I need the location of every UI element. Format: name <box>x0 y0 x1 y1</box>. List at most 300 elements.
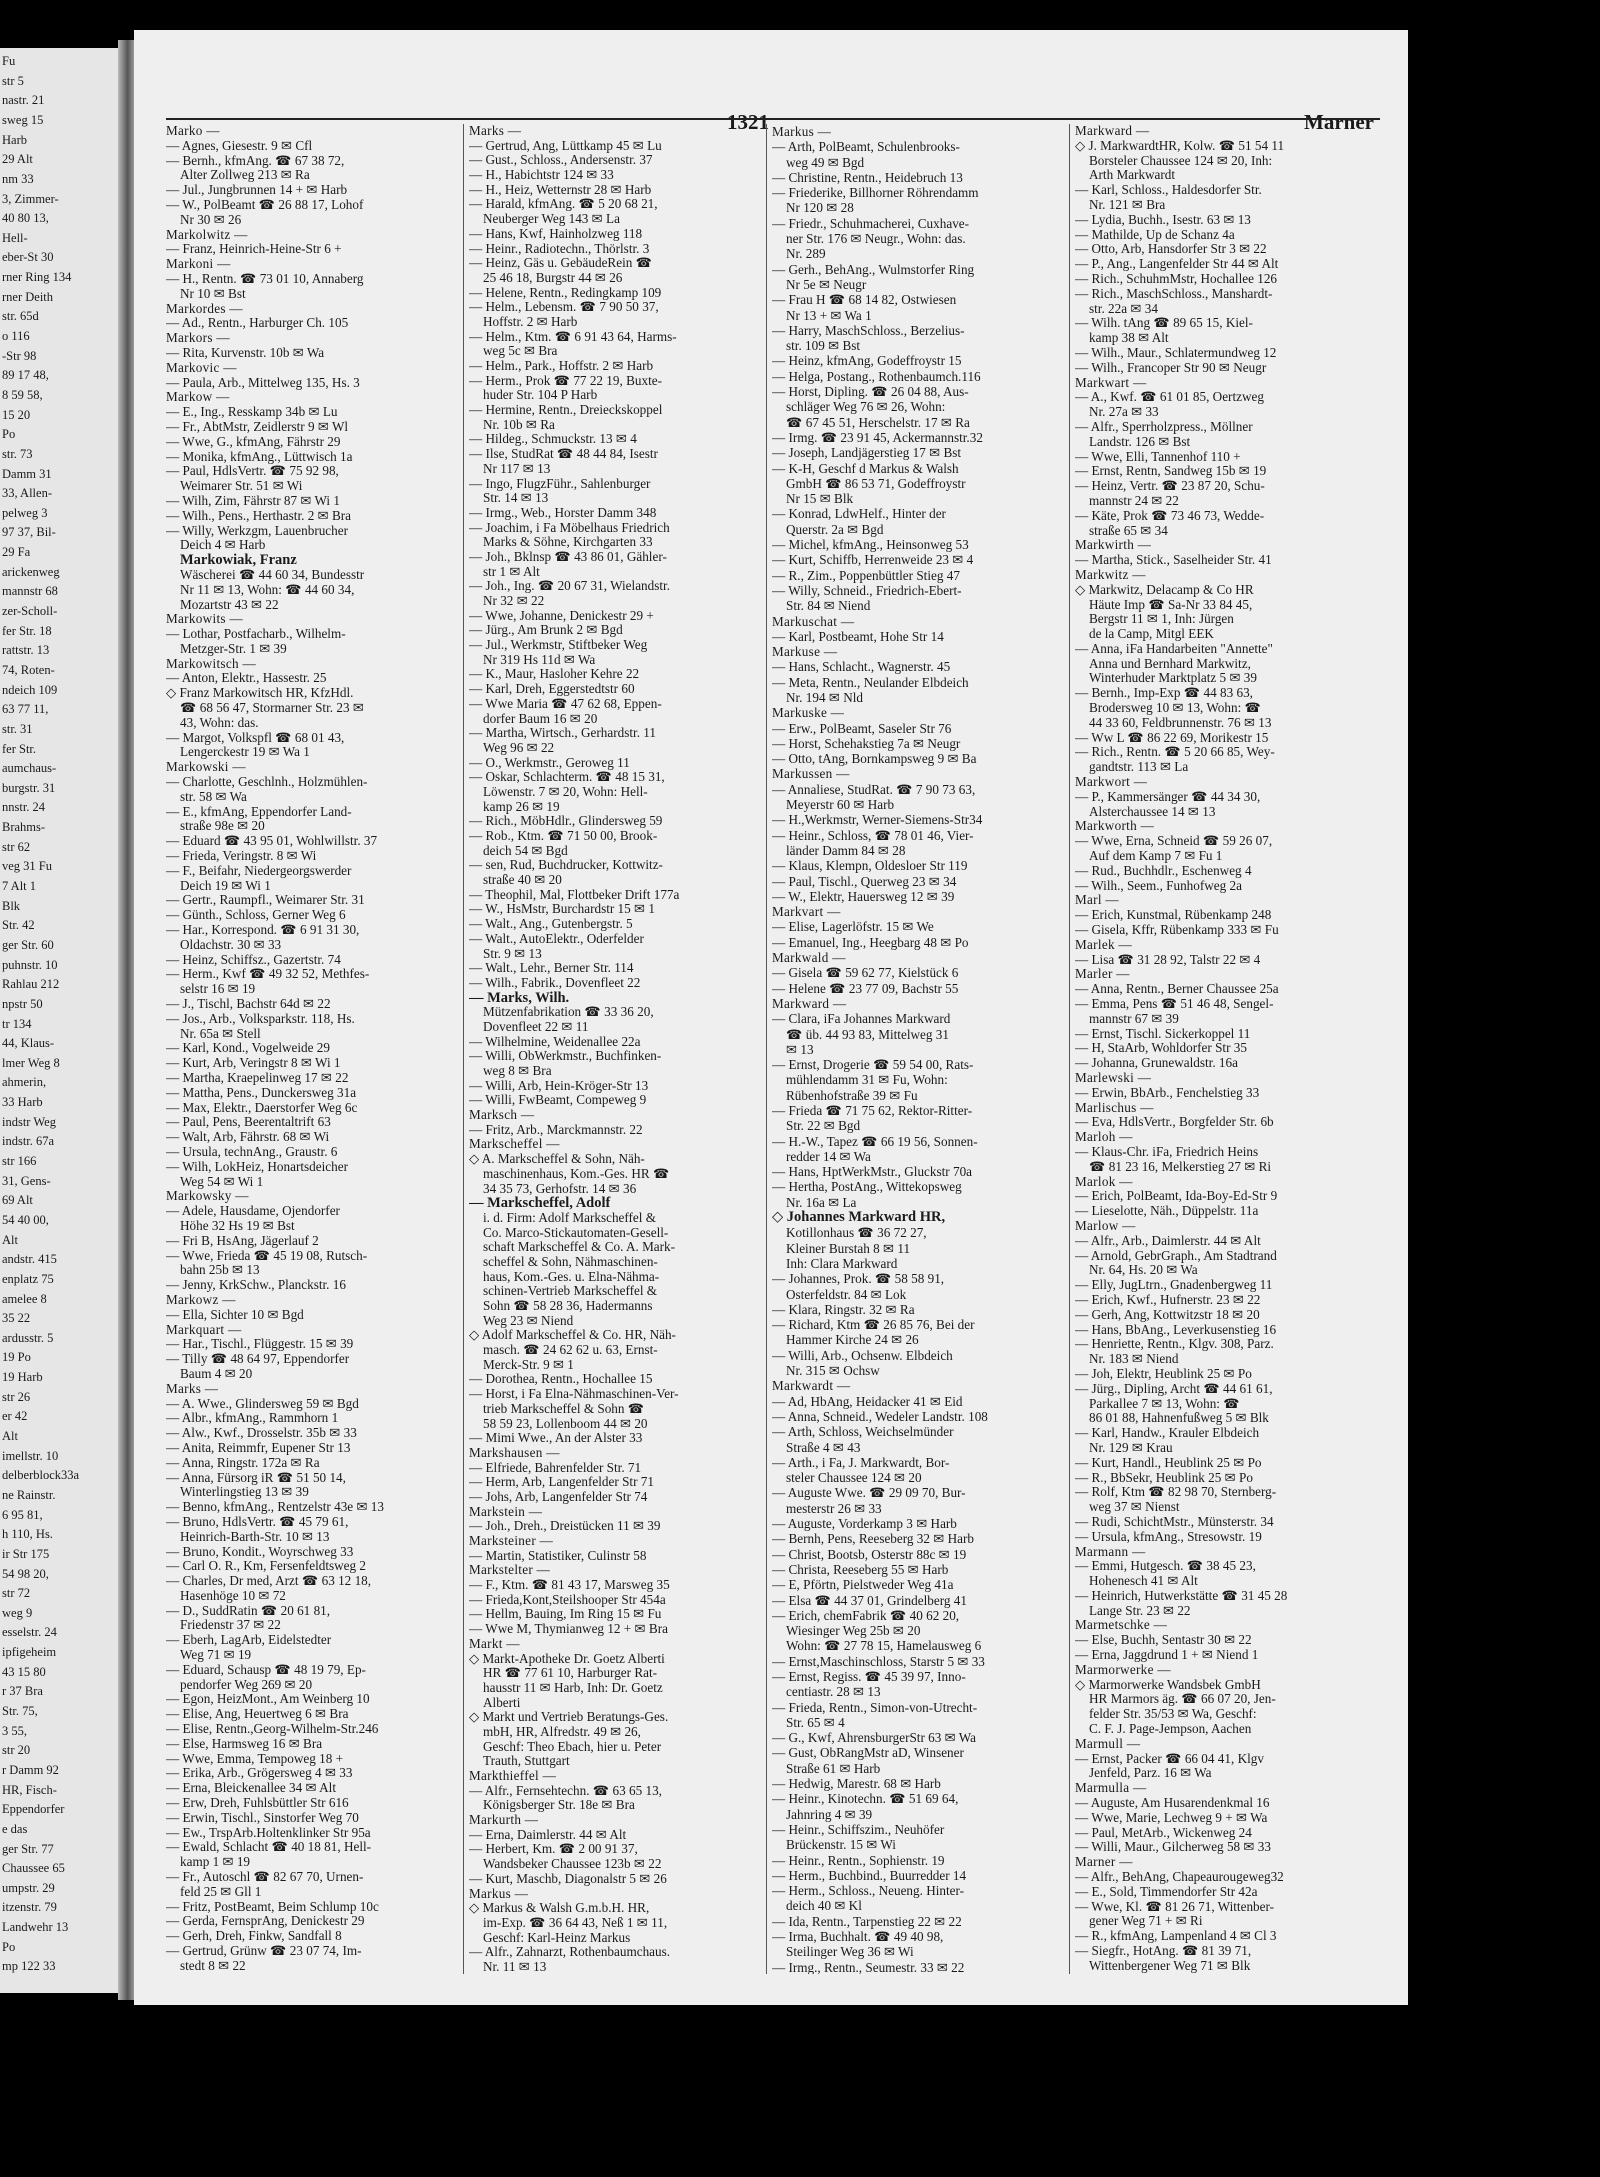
entry-continuation: Mozartstr 43 ✉ 22 <box>180 597 279 612</box>
entry-continuation: Brückenstr. 15 ✉ Wi <box>786 1837 896 1853</box>
entry-continuation: Nr. 194 ✉ Nld <box>786 689 863 705</box>
facing-page-fragment <box>0 48 118 1993</box>
entry-continuation: Nr 5e ✉ Neugr <box>786 276 867 292</box>
directory-entry: — Richard, Ktm ☎ 26 85 76, Bei der <box>772 1317 975 1333</box>
directory-entry: — Margot, Volkspfl ☎ 68 01 43, <box>166 730 345 745</box>
directory-entry: — Martha, Wirtsch., Gerhardstr. 11 <box>469 726 656 741</box>
facing-page-text: str. 73 <box>2 446 33 461</box>
surname-heading: Marlek — <box>1075 937 1132 952</box>
entry-continuation: Bergstr 11 ✉ 1, Inh: Jürgen <box>1089 612 1234 627</box>
directory-entry: — Gertr., Raumpfl., Weimarer Str. 31 <box>166 893 365 908</box>
directory-entry: — Erna, Daimlerstr. 44 ✉ Alt <box>469 1827 627 1842</box>
directory-entry: — W., HsMstr, Burchardstr 15 ✉ 1 <box>469 902 655 917</box>
directory-entry: — Kurt, Schiffb, Herrenweide 23 ✉ 4 <box>772 552 974 568</box>
directory-entry: — Helm., Ktm. ☎ 6 91 43 64, Harms- <box>469 329 677 344</box>
entry-continuation: Baum 4 ✉ 20 <box>180 1366 253 1381</box>
entry-continuation: Straße 61 ✉ Harb <box>786 1760 881 1776</box>
facing-page-text: 3 55, <box>2 1723 27 1738</box>
highlighted-entry: — Marks, Wilh. <box>469 990 570 1006</box>
directory-entry: — Bernh, Pens, Reeseberg 32 ✉ Harb <box>772 1531 974 1547</box>
facing-page-text: enplatz 75 <box>2 1271 54 1286</box>
entry-continuation: 25 46 18, Burgstr 44 ✉ 26 <box>483 270 623 285</box>
directory-entry: — Herm., Buchbind., Buurredder 14 <box>772 1867 967 1883</box>
facing-page-text: ardusstr. 5 <box>2 1330 54 1345</box>
directory-entry: — Mimi Wwe., An der Alster 33 <box>469 1431 643 1446</box>
surname-heading: Marloh — <box>1075 1130 1133 1145</box>
surname-heading: Marl — <box>1075 893 1119 908</box>
surname-heading: Markordes — <box>166 301 243 316</box>
directory-entry: — Wwe, Marie, Lechweg 9 + ✉ Wa <box>1075 1810 1268 1825</box>
directory-entry: — Anna, Rentn., Berner Chaussee 25a <box>1075 982 1279 997</box>
directory-entry: — Hellm, Bauing, Im Ring 15 ✉ Fu <box>469 1607 662 1622</box>
directory-entry: — Harald, kfmAng. ☎ 5 20 68 21, <box>469 197 658 212</box>
directory-entry: — A., Kwf. ☎ 61 01 85, Oertzweg <box>1075 390 1264 405</box>
directory-entry: — Otto, Arb, Hansdorfer Str 3 ✉ 22 <box>1075 242 1267 257</box>
directory-entry: — Ad., Rentn., Harburger Ch. 105 <box>166 316 349 331</box>
directory-entry: — Clara, iFa Johannes Markward <box>772 1011 951 1027</box>
entry-continuation: Weg 54 ✉ Wi 1 <box>180 1174 264 1189</box>
facing-page-text: Landwehr 13 <box>2 1920 69 1935</box>
directory-entry: — Walt, Arb, Fährstr. 68 ✉ Wi <box>166 1130 330 1145</box>
facing-page-text: o 116 <box>2 329 30 343</box>
directory-entry: — Walt., Ang., Gutenbergstr. 5 <box>469 917 633 932</box>
directory-entry: — Heinz, Vertr. ☎ 23 87 20, Schu- <box>1075 479 1265 494</box>
entry-continuation: redder 14 ✉ Wa <box>786 1148 871 1164</box>
directory-entry: — Ingo, FlugzFühr., Sahlenburger <box>469 476 651 491</box>
entry-continuation: selstr 16 ✉ 19 <box>180 982 256 997</box>
directory-entry: — Ernst, Regiss. ☎ 45 39 97, Inno- <box>772 1668 966 1684</box>
directory-entry: — Emma, Pens ☎ 51 46 48, Sengel- <box>1075 997 1274 1012</box>
directory-entry: — Elly, JugLtrn., Gnadenbergweg 11 <box>1075 1278 1273 1293</box>
facing-page-text: fer Str. <box>2 741 37 756</box>
directory-entry: — Har., Tischl., Flüggestr. 15 ✉ 39 <box>166 1337 354 1352</box>
entry-continuation: gener Weg 71 + ✉ Ri <box>1089 1914 1203 1929</box>
directory-entry: — Willi, ObWerkmstr., Buchfinken- <box>469 1049 662 1064</box>
directory-entry: — Erna, Bleickenallee 34 ✉ Alt <box>166 1781 336 1796</box>
directory-entry: — P., Kammersänger ☎ 44 34 30, <box>1075 789 1261 804</box>
directory-entry: — Franz, Heinrich-Heine-Str 6 + <box>166 242 342 257</box>
directory-entry: — Wwe, Erna, Schneid ☎ 59 26 07, <box>1075 834 1273 849</box>
surname-heading: Markolwitz — <box>166 227 248 242</box>
directory-entry: — Erika, Arb., Grögersweg 4 ✉ 33 <box>166 1766 353 1781</box>
directory-entry: — Ww L ☎ 86 22 69, Morikestr 15 <box>1075 730 1269 745</box>
entry-continuation: Weimarer Str. 51 ✉ Wi <box>180 479 303 494</box>
directory-entry: — Wwe, Kl. ☎ 81 26 71, Wittenber- <box>1075 1899 1275 1914</box>
directory-entry: — D., SuddRatin ☎ 20 61 81, <box>166 1603 331 1618</box>
entry-continuation: stedt 8 ✉ 22 <box>180 1958 246 1973</box>
directory-entry: — Horst, Schehakstieg 7a ✉ Neugr <box>772 735 961 751</box>
entry-continuation: Nr 319 Hs 11d ✉ Wa <box>483 652 596 667</box>
directory-entry: — Ernst, Drogerie ☎ 59 54 00, Rats- <box>772 1057 974 1073</box>
entry-continuation: mannstr 67 ✉ 39 <box>1089 1011 1179 1026</box>
column-1 <box>166 124 458 1974</box>
highlighted-entry: Markowiak, Franz <box>180 553 297 568</box>
entry-continuation: steler Chaussee 124 ✉ 20 <box>786 1470 922 1486</box>
entry-continuation: maschinenhaus, Kom.-Ges. HR ☎ <box>483 1166 670 1181</box>
directory-entry: — Fr., AbtMstr, Zeidlerstr 9 ✉ Wl <box>166 419 349 434</box>
directory-entry: — Martha, Stick., Saselheider Str. 41 <box>1075 553 1272 568</box>
directory-entry: — Elfriede, Bahrenfelder Str. 71 <box>469 1460 642 1475</box>
facing-page-text: ger Str. 60 <box>2 937 54 952</box>
directory-entry: — Jürg., Dipling, Archt ☎ 44 61 61, <box>1075 1381 1273 1396</box>
directory-entry: — Alfr., Fernsehtechn. ☎ 63 65 13, <box>469 1783 662 1798</box>
facing-page-text: Rahlau 212 <box>2 977 60 992</box>
facing-page-text: itzenstr. 79 <box>2 1900 57 1915</box>
directory-entry: — Paula, Arb., Mittelweg 135, Hs. 3 <box>166 375 360 390</box>
entry-continuation: Oldachstr. 30 ✉ 33 <box>180 937 282 952</box>
running-head: Marner <box>1304 110 1374 134</box>
surname-heading: Marmulla — <box>1075 1781 1147 1796</box>
directory-entry: — Jos., Arb., Volksparkstr. 118, Hs. <box>166 1011 355 1026</box>
directory-entry: — H., Heiz, Wetternstr 28 ✉ Harb <box>469 182 652 197</box>
entry-continuation: Nr. 16a ✉ La <box>786 1194 857 1210</box>
facing-page-text: weg 9 <box>2 1605 33 1620</box>
directory-entry: — Paul, Tischl., Querweg 23 ✉ 34 <box>772 873 957 889</box>
directory-entry: — Harry, MaschSchloss., Berzelius- <box>772 322 965 338</box>
directory-entry: — Tilly ☎ 48 64 97, Eppendorfer <box>166 1352 350 1367</box>
directory-entry: — Elise, Rentn.,Georg-Wilhelm-Str.246 <box>166 1722 379 1737</box>
directory-entry: — Lydia, Buchh., Isestr. 63 ✉ 13 <box>1075 212 1251 227</box>
entry-continuation: mühlendamm 31 ✉ Fu, Wohn: <box>786 1072 948 1088</box>
directory-entry: — G., Kwf, AhrensburgerStr 63 ✉ Wa <box>772 1730 976 1746</box>
facing-page-text: ipfigeheim <box>2 1645 57 1660</box>
surname-heading: Marlow — <box>1075 1218 1136 1233</box>
directory-entry: — Lothar, Postfacharb., Wilhelm- <box>166 627 346 642</box>
directory-entry: — Heinz, Schiffsz., Gazertstr. 74 <box>166 952 341 967</box>
directory-entry: — Gertrud, Ang, Lüttkamp 45 ✉ Lu <box>469 138 662 153</box>
facing-page-text: zer-Scholl- <box>2 604 58 618</box>
entry-continuation: Wandsbeker Chaussee 123b ✉ 22 <box>483 1857 662 1872</box>
facing-page-text: Str. 75, <box>2 1704 38 1718</box>
entry-continuation: Querstr. 2a ✉ Bgd <box>786 521 884 537</box>
facing-page-text: ndeich 109 <box>2 682 58 697</box>
directory-entry: — Wwe Maria ☎ 47 62 68, Eppen- <box>469 696 662 711</box>
facing-page-text: Hell- <box>2 230 28 245</box>
surname-heading: Markovic — <box>166 360 237 375</box>
directory-entry: — Alfr., Sperrholzpress., Möllner <box>1075 419 1253 434</box>
directory-entry: — Monika, kfmAng., Lüttwisch 1a <box>166 449 353 464</box>
directory-entry: — Paul, Pens, Beerentaltrift 63 <box>166 1115 331 1130</box>
entry-continuation: Alter Zollweg 213 ✉ Ra <box>180 168 310 183</box>
directory-entry: — E., kfmAng, Eppendorfer Land- <box>166 804 352 819</box>
directory-entry: — Annaliese, StudRat. ☎ 7 90 73 63, <box>772 781 976 797</box>
entry-continuation: Kotillonhaus ☎ 36 72 27, <box>786 1225 927 1241</box>
entry-continuation: 86 01 88, Hahnenfußweg 5 ✉ Blk <box>1089 1411 1269 1426</box>
surname-heading: Marner — <box>1075 1855 1133 1870</box>
entry-continuation: Winterlingstieg 13 ✉ 39 <box>180 1485 309 1500</box>
directory-entry: — Kurt, Maschb, Diagonalstr 5 ✉ 26 <box>469 1871 667 1886</box>
surname-heading: Markward — <box>1075 124 1150 138</box>
directory-entry: — Meta, Rentn., Neulander Elbdeich <box>772 674 969 690</box>
directory-entry: — E., Sold, Timmendorfer Str 42a <box>1075 1884 1258 1899</box>
column-divider <box>1069 124 1070 1974</box>
directory-entry: — R., BbSekr, Heublink 25 ✉ Po <box>1075 1470 1253 1485</box>
directory-entry: — Emanuel, Ing., Heegbarg 48 ✉ Po <box>772 934 969 950</box>
entry-continuation: deich 54 ✉ Bgd <box>483 843 568 858</box>
entry-continuation: Landstr. 126 ✉ Bst <box>1089 434 1191 449</box>
directory-entry: — Eduard, Schausp ☎ 48 19 79, Ep- <box>166 1662 366 1677</box>
directory-entry: — Lisa ☎ 31 28 92, Talstr 22 ✉ 4 <box>1075 952 1261 967</box>
entry-continuation: Meyerstr 60 ✉ Harb <box>786 797 895 813</box>
directory-entry: — Walt., Lehr., Berner Str. 114 <box>469 961 634 976</box>
directory-entry: — Joh., Ing. ☎ 20 67 31, Wielandstr. <box>469 579 670 594</box>
directory-entry: — Willi, Arb., Ochsenw. Elbdeich <box>772 1347 953 1363</box>
directory-entry: — Albr., kfmAng., Rammhorn 1 <box>166 1411 339 1426</box>
directory-entry: — Rud., Buchhdlr., Eschenweg 4 <box>1075 863 1252 878</box>
directory-entry: ◇ Markwitz, Delacamp & Co HR <box>1075 582 1254 597</box>
directory-entry: — Rich., SchuhmMstr, Hochallee 126 <box>1075 271 1278 286</box>
entry-continuation: weg 5c ✉ Bra <box>483 344 558 359</box>
directory-entry: — Erw., PolBeamt, Saseler Str 76 <box>772 720 952 736</box>
column-divider <box>766 124 767 1974</box>
directory-entry: — Anna, Fürsorg iR ☎ 51 50 14, <box>166 1470 346 1485</box>
entry-continuation: 34 35 73, Gerhofstr. 14 ✉ 36 <box>483 1181 637 1196</box>
directory-entry: — Rolf, Ktm ☎ 82 98 70, Sternberg- <box>1075 1485 1277 1500</box>
facing-page-text: HR, Fisch- <box>2 1782 57 1797</box>
directory-entry: — Hans, Kwf, Hainholzweg 118 <box>469 226 643 241</box>
facing-page-text: -Str 98 <box>2 348 37 363</box>
header-rule <box>166 118 1380 120</box>
entry-continuation: Merck-Str. 9 ✉ 1 <box>483 1357 574 1372</box>
directory-entry: — Bruno, HdlsVertr. ☎ 45 79 61, <box>166 1514 349 1529</box>
directory-entry: — Henriette, Rentn., Klgv. 308, Parz. <box>1075 1337 1274 1352</box>
entry-continuation: mannstr 24 ✉ 22 <box>1089 493 1179 508</box>
facing-page-text: 31, Gens- <box>2 1173 51 1188</box>
page-number: 1321 <box>727 110 769 134</box>
entry-continuation: straße 65 ✉ 34 <box>1089 523 1168 538</box>
entry-continuation: im-Exp. ☎ 36 64 43, Neß 1 ✉ 11, <box>483 1915 668 1930</box>
directory-entry: — H.-W., Tapez ☎ 66 19 56, Sonnen- <box>772 1133 978 1149</box>
entry-continuation: Hasenhöge 10 ✉ 72 <box>180 1588 286 1603</box>
entry-continuation: Weg 96 ✉ 22 <box>483 740 555 755</box>
directory-entry: — Frieda, Veringstr. 8 ✉ Wi <box>166 849 317 864</box>
facing-page-text: 33, Allen- <box>2 486 52 501</box>
directory-entry: — A. Wwe., Glindersweg 59 ✉ Bgd <box>166 1396 359 1411</box>
directory-columns <box>166 124 1380 1974</box>
entry-continuation: ☎ üb. 44 93 83, Mittelweg 31 <box>786 1026 949 1042</box>
directory-entry: ◇ Adolf Markscheffel & Co. HR, Näh- <box>469 1328 676 1343</box>
directory-entry: — Karl, Kond., Vogelweide 29 <box>166 1041 330 1056</box>
directory-entry: — Gerh., BehAng., Wulmstorfer Ring <box>772 261 975 277</box>
entry-continuation: straße 98e ✉ 20 <box>180 819 265 834</box>
directory-entry: — Joseph, Landjägerstieg 17 ✉ Bst <box>772 445 962 461</box>
entry-continuation: Nr 32 ✉ 22 <box>483 594 545 608</box>
entry-continuation: Wäscherei ☎ 44 60 34, Bundesstr <box>180 567 365 582</box>
directory-entry: — Wwe, Johanne, Denickestr 29 + <box>469 608 654 623</box>
directory-entry: — K., Maur, Hasloher Kehre 22 <box>469 667 640 682</box>
facing-page-text: Str. 42 <box>2 918 35 933</box>
facing-page-text: r Damm 92 <box>2 1762 59 1777</box>
entry-continuation: schaft Markscheffel & Co. A. Mark- <box>483 1240 676 1255</box>
directory-entry: — Erw, Dreh, Fuhlsbüttler Str 616 <box>166 1796 349 1811</box>
directory-entry: ◇ Markt-Apotheke Dr. Goetz Alberti <box>469 1651 665 1666</box>
directory-entry: — Martin, Statistiker, Culinstr 58 <box>469 1548 647 1563</box>
directory-entry: — Charlotte, Geschlnh., Holzmühlen- <box>166 775 368 790</box>
entry-continuation: schinen-Vertrieb Markscheffel & <box>483 1284 658 1299</box>
facing-page-text: puhnstr. 10 <box>2 957 58 972</box>
facing-page-text: 33 Harb <box>2 1095 43 1110</box>
directory-entry: — Rich., MöbHdlr., Glindersweg 59 <box>469 814 663 829</box>
directory-entry: — Alfr., Zahnarzt, Rothenbaumchaus. <box>469 1945 671 1960</box>
directory-entry: — Christa, Reeseberg 55 ✉ Harb <box>772 1561 949 1577</box>
facing-page-text: r 37 Bra <box>2 1684 43 1699</box>
directory-entry: — P., Ang., Langenfelder Str 44 ✉ Alt <box>1075 257 1279 272</box>
entry-continuation: Alberti <box>483 1695 521 1710</box>
facing-page-text: npstr 50 <box>2 996 43 1011</box>
entry-continuation: Kleiner Burstah 8 ✉ 11 <box>786 1240 911 1256</box>
directory-entry: — Herm., Schloss., Neueng. Hinter- <box>772 1883 965 1899</box>
directory-entry: — Erna, Jaggdrund 1 + ✉ Niend 1 <box>1075 1648 1259 1663</box>
facing-page-text: er 42 <box>2 1409 28 1424</box>
entry-continuation: Friedenstr 37 ✉ 22 <box>180 1618 281 1633</box>
entry-continuation: str. 22a ✉ 34 <box>1089 301 1158 316</box>
directory-entry: — Erich, PolBeamt, Ida-Boy-Ed-Str 9 <box>1075 1189 1278 1204</box>
entry-continuation: ✉ 13 <box>786 1041 814 1057</box>
directory-entry: — Friedr., Schuhmacherei, Cuxhave- <box>772 215 970 231</box>
surname-heading: Markuschat — <box>772 613 855 629</box>
surname-heading: Markoni — <box>166 257 231 272</box>
entry-continuation: Straße 4 ✉ 43 <box>786 1439 861 1455</box>
directory-entry: — Ilse, StudRat ☎ 48 44 84, Isestr <box>469 447 658 462</box>
directory-entry: — Erwin, Tischl., Sinstorfer Weg 70 <box>166 1810 359 1825</box>
facing-page-text: 8 59 58, <box>2 387 43 402</box>
directory-entry: — Erich, Kwf., Hufnerstr. 23 ✉ 22 <box>1075 1292 1261 1307</box>
directory-entry: — Erich, Kunstmal, Rübenkamp 248 <box>1075 908 1272 923</box>
entry-continuation: Weg 23 ✉ Niend <box>483 1313 574 1328</box>
directory-entry: — Elise, Ang, Heuertweg 6 ✉ Bra <box>166 1707 349 1722</box>
entry-continuation: Osterfeldstr. 84 ✉ Lok <box>786 1286 907 1302</box>
directory-entry: — Bernh., kfmAng. ☎ 67 38 72, <box>166 153 345 168</box>
directory-entry: — Heinr., Schiffszim., Neuhöfer <box>772 1821 945 1837</box>
entry-continuation: i. d. Firm: Adolf Markscheffel & <box>483 1210 657 1225</box>
directory-entry: — Erich, chemFabrik ☎ 40 62 20, <box>772 1607 960 1623</box>
facing-page-text: nastr. 21 <box>2 93 45 108</box>
facing-page-text: pelweg 3 <box>2 505 48 520</box>
directory-entry: — Alfr., Arb., Daimlerstr. 44 ✉ Alt <box>1075 1233 1261 1248</box>
entry-continuation: Nr. 10b ✉ Ra <box>483 417 555 432</box>
entry-continuation: Str. 14 ✉ 13 <box>483 491 549 506</box>
directory-entry: — Arnold, GebrGraph., Am Stadtrand <box>1075 1248 1277 1263</box>
directory-entry: — Siegfr., HotAng. ☎ 81 39 71, <box>1075 1944 1252 1959</box>
facing-page-text: burgstr. 31 <box>2 780 56 795</box>
surname-heading: Marlischus — <box>1075 1100 1154 1115</box>
entry-continuation: Höhe 32 Hs 19 ✉ Bst <box>180 1218 295 1233</box>
facing-page-text: ger Str. 77 <box>2 1841 54 1856</box>
facing-page-text: delberblock33a <box>2 1468 80 1483</box>
entry-continuation: Nr. 65a ✉ Stell <box>180 1026 261 1041</box>
directory-entry: — Mathilde, Up de Schanz 4a <box>1075 227 1235 242</box>
directory-entry: — Heinr., Schloss, ☎ 78 01 46, Vier- <box>772 827 974 843</box>
directory-entry: — Irmg. ☎ 23 91 45, Ackermannstr.32 <box>772 429 983 445</box>
facing-page-text: indstr. 67a <box>2 1134 55 1149</box>
entry-continuation: Hammer Kirche 24 ✉ 26 <box>786 1332 919 1348</box>
directory-entry: — W., PolBeamt ☎ 26 88 17, Lohof <box>166 197 364 212</box>
directory-entry: — Wilh. tAng ☎ 89 65 15, Kiel- <box>1075 316 1253 331</box>
directory-entry: — Heinr., Rentn., Sophienstr. 19 <box>772 1852 945 1868</box>
directory-entry: — Theophil, Mal, Flottbeker Drift 177a <box>469 887 680 902</box>
entry-continuation: Borsteler Chaussee 124 ✉ 20, Inh: <box>1089 153 1273 168</box>
directory-entry: — Carl O. R., Km, Fersenfeldtsweg 2 <box>166 1559 366 1574</box>
surname-heading: Markurth — <box>469 1813 539 1828</box>
facing-page-text: rner Deith <box>2 289 54 304</box>
entry-continuation: dorfer Baum 16 ✉ 20 <box>483 711 598 726</box>
surname-heading: Markowski — <box>166 760 246 775</box>
entry-continuation: mbH, HR, Alfredstr. 49 ✉ 26, <box>483 1724 641 1739</box>
directory-entry: ◇ Markus & Walsh G.m.b.H. HR, <box>469 1901 650 1916</box>
surname-heading: Markt — <box>469 1636 520 1651</box>
facing-page-text: ir Str 175 <box>2 1546 50 1561</box>
directory-entry: — Erwin, BbArb., Fenchelstieg 33 <box>1075 1085 1260 1100</box>
surname-heading: Markwirth — <box>1075 538 1152 553</box>
entry-continuation: Nr 13 + ✉ Wa 1 <box>786 307 872 323</box>
entry-continuation: Neuberger Weg 143 ✉ La <box>483 212 620 227</box>
entry-continuation: Nr 11 ✉ 13, Wohn: ☎ 44 60 34, <box>180 582 355 597</box>
directory-entry: — Karl, Handw., Krauler Elbdeich <box>1075 1426 1260 1441</box>
directory-entry: — Ewald, Schlacht ☎ 40 18 81, Hell- <box>166 1840 372 1855</box>
entry-continuation: Hohenesch 41 ✉ Alt <box>1089 1574 1198 1589</box>
facing-page-text: nnstr. 24 <box>2 800 46 815</box>
facing-page-text: Po <box>2 1939 16 1954</box>
directory-entry: — Hans, BbAng., Leverkusenstieg 16 <box>1075 1322 1277 1337</box>
facing-page-text: 54 98 20, <box>2 1566 49 1581</box>
directory-entry: — Har., Korrespond. ☎ 6 91 31 30, <box>166 923 360 938</box>
facing-page-text: fer Str. 18 <box>2 623 52 638</box>
surname-heading: Markworth — <box>1075 819 1155 834</box>
directory-entry: — Käte, Prok ☎ 73 46 73, Wedde- <box>1075 508 1265 523</box>
directory-entry: — Anton, Elektr., Hassestr. 25 <box>166 671 327 686</box>
directory-entry: — E., Ing., Resskamp 34b ✉ Lu <box>166 405 338 420</box>
entry-continuation: Wohn: ☎ 27 78 15, Hamelausweg 6 <box>786 1638 982 1654</box>
directory-entry: — Wwe M, Thymianweg 12 + ✉ Bra <box>469 1622 668 1637</box>
entry-continuation: ☎ 67 45 51, Herschelstr. 17 ✉ Ra <box>786 414 970 430</box>
directory-entry: — Konrad, LdwHelf., Hinter der <box>772 506 946 522</box>
surname-heading: Marlok — <box>1075 1174 1133 1189</box>
directory-entry: — Ernst, Tischl. Sickerkoppel 11 <box>1075 1026 1251 1041</box>
surname-heading: Marler — <box>1075 967 1130 982</box>
book-gutter <box>118 40 134 2000</box>
facing-page-text: 29 Alt <box>2 152 33 167</box>
directory-entry: — Willy, Werkzgm, Lauenbrucher <box>166 523 348 538</box>
facing-page-text: 89 17 48, <box>2 368 49 383</box>
directory-entry: — Anna, Schneid., Wedeler Landstr. 108 <box>772 1408 988 1424</box>
entry-continuation: Sohn ☎ 58 28 36, Hadermanns <box>483 1299 653 1313</box>
directory-entry: — Elise, Lagerlöfstr. 15 ✉ We <box>772 919 934 935</box>
directory-entry: — Rich., Rentn. ☎ 5 20 66 85, Wey- <box>1075 745 1275 760</box>
facing-page-text: Chaussee 65 <box>2 1861 65 1876</box>
facing-page-text: 44, Klaus- <box>2 1036 55 1051</box>
entry-continuation: trieb Markscheffel & Sohn ☎ <box>483 1401 645 1416</box>
directory-entry: — Willi, FwBeamt, Compeweg 9 <box>469 1093 647 1108</box>
directory-entry: — Wilh, LokHeiz, Honartsdeicher <box>166 1159 348 1174</box>
entry-continuation: Jahnring 4 ✉ 39 <box>786 1806 873 1822</box>
entry-continuation: schläger Weg 76 ✉ 26, Wohn: <box>786 399 946 415</box>
facing-page-text: ne Rainstr. <box>2 1487 56 1502</box>
directory-entry: — Rich., MaschSchloss., Manshardt- <box>1075 286 1273 301</box>
entry-continuation: Jenfeld, Parz. 16 ✉ Wa <box>1089 1766 1212 1781</box>
surname-heading: Marks — <box>166 1381 219 1396</box>
facing-page-text: Fu <box>2 54 16 68</box>
directory-entry: — Herm., Kwf ☎ 49 32 52, Methfes- <box>166 967 370 982</box>
directory-entry: — Mattha, Pens., Dunckersweg 31a <box>166 1085 357 1100</box>
directory-entry: — Herm., Prok ☎ 77 22 19, Buxte- <box>469 373 662 388</box>
directory-entry: — Wwe, Elli, Tannenhof 110 + <box>1075 449 1241 464</box>
directory-entry: — Wwe, Frieda ☎ 45 19 08, Rutsch- <box>166 1248 368 1263</box>
directory-entry: — Ursula, kfmAng., Stresowstr. 19 <box>1075 1529 1262 1544</box>
surname-heading: Markus — <box>469 1886 529 1901</box>
entry-continuation: 58 59 23, Lollenboom 44 ✉ 20 <box>483 1416 648 1431</box>
directory-entry: ◇ A. Markscheffel & Sohn, Näh- <box>469 1152 645 1167</box>
directory-entry: — Max, Elektr., Daerstorfer Weg 6c <box>166 1100 358 1115</box>
